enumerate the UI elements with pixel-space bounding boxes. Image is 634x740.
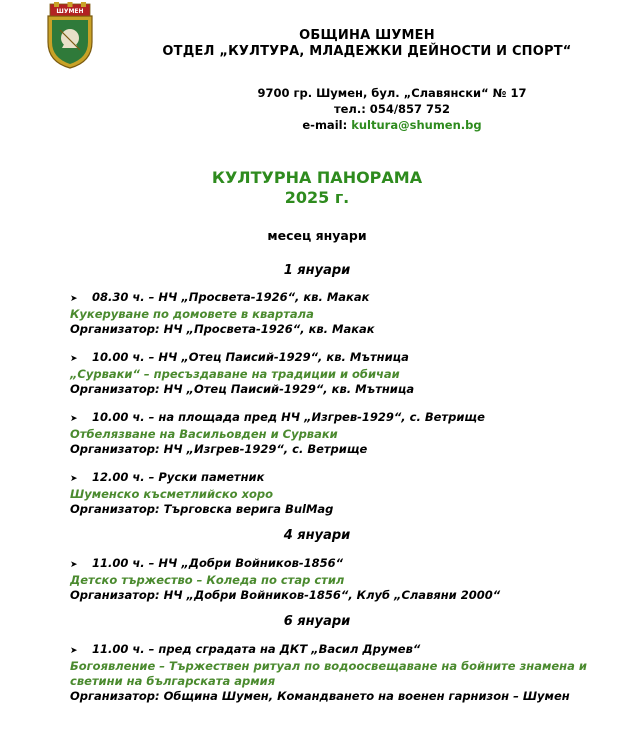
day-heading: 1 януари — [283, 263, 351, 278]
event-organizer: Организатор: Община Шумен, Командването на военен гарнизон – Шумен — [70, 689, 570, 703]
document-title: КУЛТУРНА ПАНОРАМА — [211, 168, 423, 187]
event-time-place: 11.00 ч. – НЧ „Добри Войников-1856“ — [92, 556, 344, 570]
event-organizer: Организатор: НЧ „Добри Войников-1856“, Клуб „Славяни 2000“ — [70, 588, 501, 602]
event-organizer: Организатор: НЧ „Просвета-1926“, кв. Макак — [70, 322, 375, 336]
event-description: Детско тържество – Коледа по стар стил — [70, 573, 345, 587]
document-year: 2025 г. — [284, 188, 350, 207]
email-line — [150, 117, 634, 133]
address: 9700 гр. Шумен, бул. „Славянски“ № 17 — [257, 86, 527, 100]
event-organizer: Организатор: Търговска верига BulMag — [70, 502, 334, 516]
bullet-arrow-icon: ➤ — [70, 646, 78, 656]
svg-text:ШУМЕН: ШУМЕН — [56, 8, 84, 15]
event-item — [70, 290, 600, 337]
department-name: ОТДЕЛ „КУЛТУРА, МЛАДЕЖКИ ДЕЙНОСТИ И СПОРТ“ — [162, 44, 572, 59]
event-item — [70, 410, 600, 457]
bullet-arrow-icon: ➤ — [70, 474, 78, 484]
phone: тел.: 054/857 752 — [333, 102, 451, 116]
event-time-place: 08.30 ч. – НЧ „Просвета-1926“, кв. Макак — [92, 290, 370, 304]
event-item — [70, 642, 600, 704]
day-heading: 6 януари — [283, 614, 351, 629]
bullet-arrow-icon: ➤ — [70, 414, 78, 424]
event-organizer: Организатор: НЧ „Изгрев-1929“, с. Ветрище — [70, 442, 368, 456]
email-link[interactable]: kultura@shumen.bg — [351, 118, 482, 132]
event-description: „Сурваки“ – пресъздаване на традиции и обичаи — [70, 367, 400, 381]
event-item — [70, 556, 600, 603]
bullet-arrow-icon: ➤ — [70, 354, 78, 364]
bullet-arrow-icon: ➤ — [70, 294, 78, 304]
event-item — [70, 350, 600, 397]
month-heading: месец януари — [267, 228, 367, 243]
event-description: Кукеруване по домовете в квартала — [70, 307, 314, 321]
day-heading: 4 януари — [283, 528, 351, 543]
event-time-place: 10.00 ч. – НЧ „Отец Паисий-1929“, кв. Мътница — [92, 350, 409, 364]
email-label: e-mail: — [302, 118, 348, 132]
event-item — [70, 470, 600, 517]
event-description: Богоявление – Тържествен ритуал по водоосвещаване на бойните знамена и светини на българската армия — [70, 659, 587, 688]
event-organizer: Организатор: НЧ „Отец Паисий-1929“, кв. Мътница — [70, 382, 415, 396]
event-description: Отбелязване на Васильовден и Сурваки — [70, 427, 338, 441]
coat-of-arms-logo — [42, 2, 98, 70]
bullet-arrow-icon: ➤ — [70, 560, 78, 570]
event-time-place: 11.00 ч. – пред сградата на ДКТ „Васил Друмев“ — [92, 642, 421, 656]
municipality-name: ОБЩИНА ШУМЕН — [299, 28, 435, 43]
event-time-place: 12.00 ч. – Руски паметник — [92, 470, 265, 484]
event-time-place: 10.00 ч. – на площада пред НЧ „Изгрев-1929“, с. Ветрище — [92, 410, 485, 424]
event-description: Шуменско късметлийско хоро — [70, 487, 274, 501]
